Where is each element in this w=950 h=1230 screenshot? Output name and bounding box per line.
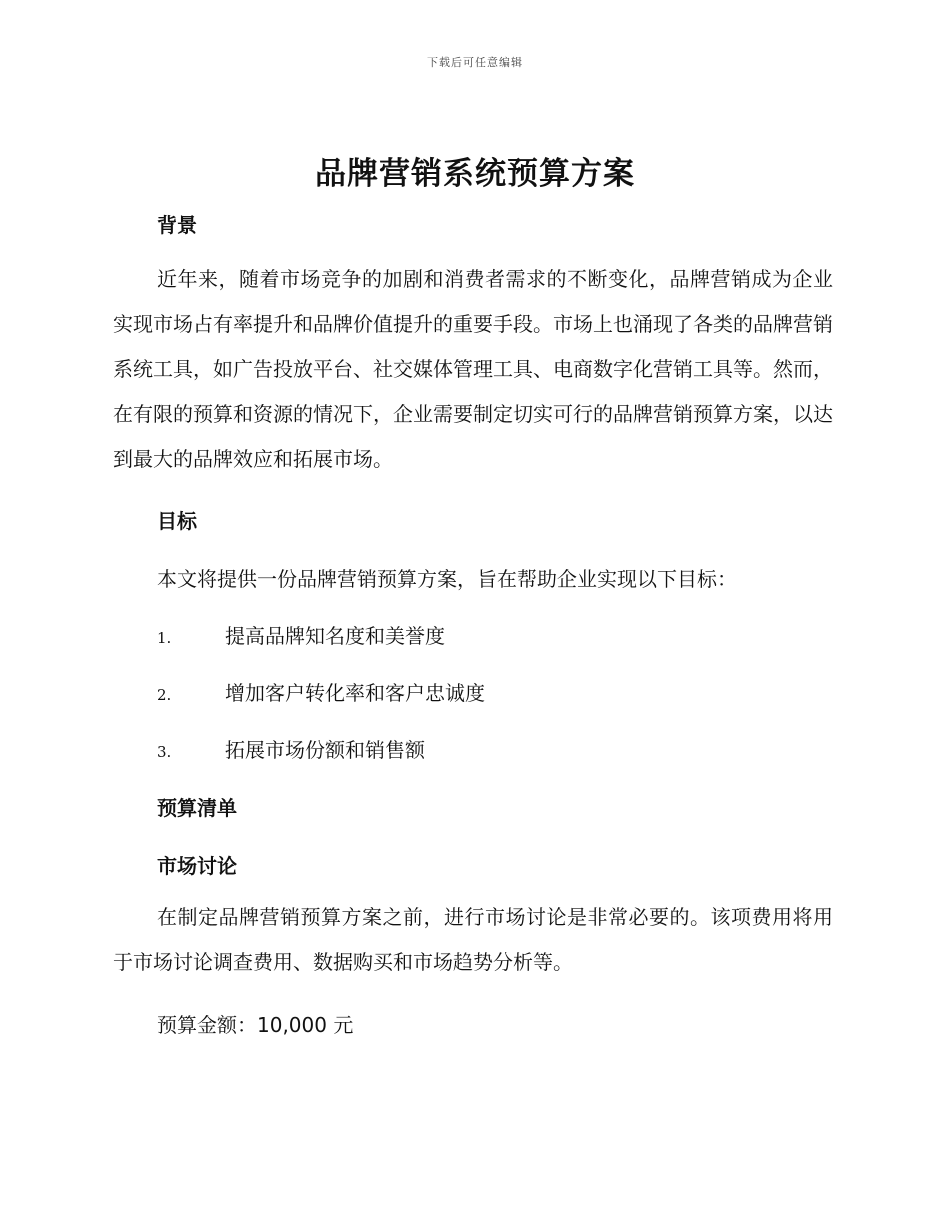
subsection-heading-market: 市场讨论	[157, 854, 237, 878]
background-paragraph: 近年来，随着市场竞争的加剧和消费者需求的不断变化，品牌营销成为企业实现市场占有率提升和品牌价值提升的重要手段。市场上也涌现了各类的品牌营销系统工具，如广告投放平台、社交媒体管理工具、电商数字化营销工具等。然而，在有限的预算和资源的情况下，企业需要制定切实可行的品牌营销预算方案，以达到最大的品牌效应和拓展市场。	[113, 267, 833, 471]
list-text: 提高品牌知名度和美誉度	[225, 624, 445, 648]
goal-list-item	[157, 620, 445, 649]
list-text: 增加客户转化率和客户忠诚度	[225, 681, 485, 705]
goal-list-item	[157, 734, 425, 763]
market-paragraph: 在制定品牌营销预算方案之前，进行市场讨论是非常必要的。该项费用将用于市场讨论调查费用、数据购买和市场趋势分析等。	[113, 905, 833, 974]
list-text: 拓展市场份额和销售额	[225, 738, 425, 762]
goals-intro: 本文将提供一份品牌营销预算方案，旨在帮助企业实现以下目标：	[157, 567, 737, 591]
budget-amount: 预算金额：10,000 元	[157, 1013, 354, 1037]
section-heading-budget: 预算清单	[157, 796, 237, 820]
list-number: 1.	[157, 629, 172, 647]
goal-list-item	[157, 677, 485, 706]
list-number: 3.	[157, 743, 172, 761]
list-number: 2.	[157, 686, 172, 704]
document-title: 品牌营销系统预算方案	[315, 156, 635, 192]
page-header-note: 下载后可任意编辑	[427, 56, 523, 69]
section-heading-background: 背景	[157, 213, 197, 237]
section-heading-goals: 目标	[157, 509, 197, 533]
